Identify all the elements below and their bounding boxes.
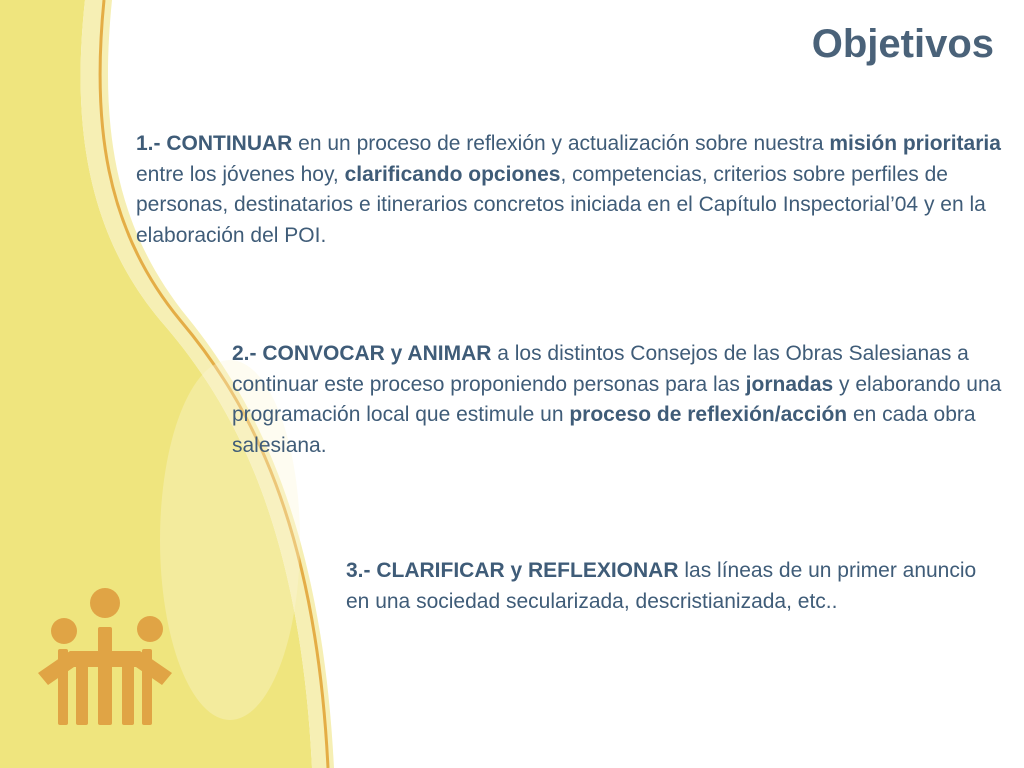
objective-3-text-a: las líneas de un primer anuncio en una sociedad secularizada, descristianizada, etc.. — [346, 559, 977, 613]
objective-1-text-a: en un proceso de reflexión y actualización sobre nuestra — [292, 132, 830, 155]
objective-1-text-b: entre los jóvenes hoy, — [136, 162, 345, 186]
logo-head-left — [51, 618, 77, 644]
objective-2-text-c: en cada obra salesiana. — [232, 403, 976, 457]
logo-leg-4 — [58, 649, 68, 725]
slide-title: Objetivos — [811, 22, 994, 66]
objective-2-bold-b: proceso de reflexión/acción — [569, 403, 848, 426]
salesian-youth-figures-logo-icon — [30, 585, 180, 730]
objective-3-lead: CLARIFICAR y REFLEXIONAR — [376, 559, 679, 582]
logo-head-center — [90, 588, 120, 618]
objective-3-number: 3.- — [346, 559, 377, 582]
objective-2-number: 2.- — [232, 342, 263, 365]
objective-1 — [136, 129, 1016, 251]
objective-1-text-c: , competencias, criterios sobre perfiles de personas, destinatarios e itinerarios concretos iniciada en el Capítulo Inspectorial’04 y en la elaboración del POI. — [136, 162, 986, 247]
objective-1-number: 1.- — [136, 132, 167, 155]
objective-1-lead: CONTINUAR — [166, 132, 293, 155]
logo-leg-5 — [142, 649, 152, 725]
objective-3 — [346, 556, 986, 617]
logo-leg-2 — [98, 627, 112, 725]
logo-head-right — [137, 616, 163, 642]
objective-1-bold-a: misión prioritaria — [829, 132, 1001, 155]
objective-2-bold-a: jornadas — [745, 372, 834, 396]
objective-2-lead: CONVOCAR y ANIMAR — [262, 342, 492, 365]
objective-1-bold-b: clarificando opciones — [344, 162, 561, 186]
logo-leg-3 — [122, 663, 134, 725]
objective-2-text-b: y elaborando una programación local que estimule un — [232, 372, 1002, 426]
logo-leg-1 — [76, 663, 88, 725]
objective-2-text-a: a los distintos Consejos de las Obras Salesianas a continuar este proceso proponiendo personas para las — [232, 342, 969, 396]
objective-2 — [232, 339, 1002, 461]
